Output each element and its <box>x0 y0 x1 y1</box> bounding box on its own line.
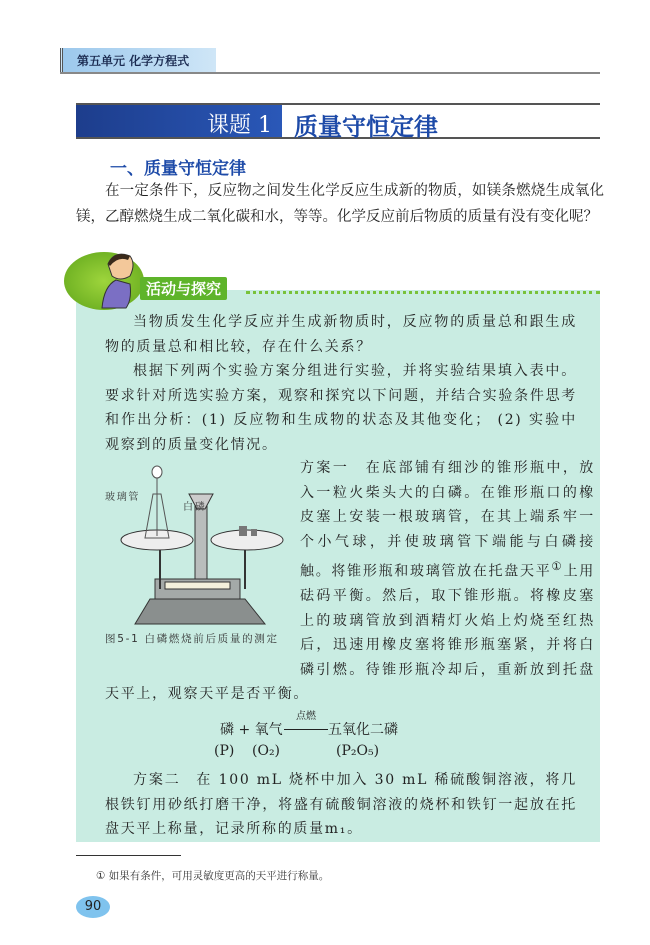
formula-p: (P) <box>214 743 235 759</box>
student-figure-icon <box>100 250 140 310</box>
title-dark-block <box>76 105 282 137</box>
method-one <box>105 456 595 707</box>
method-one-text-cont: 上用砝码平衡。然后，取下锥形瓶。将橡皮塞上的玻璃管放到酒精灯火焰上灼烧至红热后，迅速用橡皮塞将锥形瓶塞紧，并将白磷引燃。待锥形瓶冷却后，重新放到托盘天平上，观察天平是否平衡。 <box>105 563 596 703</box>
figure-5-1 <box>105 456 300 681</box>
unit-title: 第五单元 化学方程式 <box>77 54 190 68</box>
figure-caption: 图5-1 白磷燃烧前后质量的测定 <box>105 633 279 645</box>
equation-arrow <box>284 729 328 730</box>
section-heading: 一、质量守恒定律 <box>110 159 246 179</box>
dotted-divider <box>246 291 600 294</box>
activity-instructions: 根据下列两个实验方案分组进行实验，并将实验结果填入表中。要求针对所选实验方案，观察和探究以下问题，并结合实验条件思考和作出分析：(1) 反应物和生成物的状态及其他变化； (2) 实验中观察到的质量变化情况。 <box>105 363 577 453</box>
lesson-number: 课题 1 <box>207 113 272 138</box>
formula-o2: (O₂) <box>252 743 281 759</box>
label-white-phosphorus: 白磷 <box>183 502 207 513</box>
formula-p2o5: (P₂O₅) <box>336 743 380 759</box>
label-glass-tube: 玻璃管 <box>105 492 141 503</box>
intro-paragraph: 在一定条件下，反应物之间发生化学反应生成新的物质，如镁条燃烧生成氧化镁，乙醇燃烧生成二氧化碳和水，等等。化学反应前后物质的质量有没有变化呢？ <box>76 183 604 225</box>
footnote-ref: ① <box>551 559 564 573</box>
footnote-divider <box>76 855 181 856</box>
page-number: 90 <box>76 896 110 918</box>
activity-label: 活动与探究 <box>140 277 227 300</box>
equation-product: 五氧化二磷 <box>328 722 398 738</box>
equation-condition: 点燃 <box>296 711 316 722</box>
footnote: ① 如果有条件，可用灵敏度更高的天平进行称量。 <box>96 870 330 882</box>
word-equation <box>214 711 480 763</box>
lesson-title: 质量守恒定律 <box>294 112 438 141</box>
activity-question: 当物质发生化学反应并生成新物质时，反应物的质量总和跟生成物的质量总和相比较，存在什么关系？ <box>105 314 577 355</box>
header-divider <box>60 72 600 74</box>
method-two: 方案二 在 100 mL 烧杯中加入 30 mL 稀硫酸铜溶液，将几根铁钉用砂纸打磨干净，将盛有硫酸铜溶液的烧杯和铁钉一起放在托盘天平上称量，记录所称的质量m₁。 <box>105 772 577 837</box>
equation-reactants: 磷 + 氧气 <box>220 722 283 738</box>
unit-header <box>60 48 216 72</box>
method-one-text: 方案一 在底部铺有细沙的锥形瓶中，放入一粒火柴头大的白磷。在锥形瓶口的橡皮塞上安装一根玻璃管，在其上端系牢一个小气球，并使玻璃管下端能与白磷接触。将锥形瓶和玻璃管放在托盘天平 <box>300 460 595 580</box>
lesson-title-bar <box>76 103 600 139</box>
